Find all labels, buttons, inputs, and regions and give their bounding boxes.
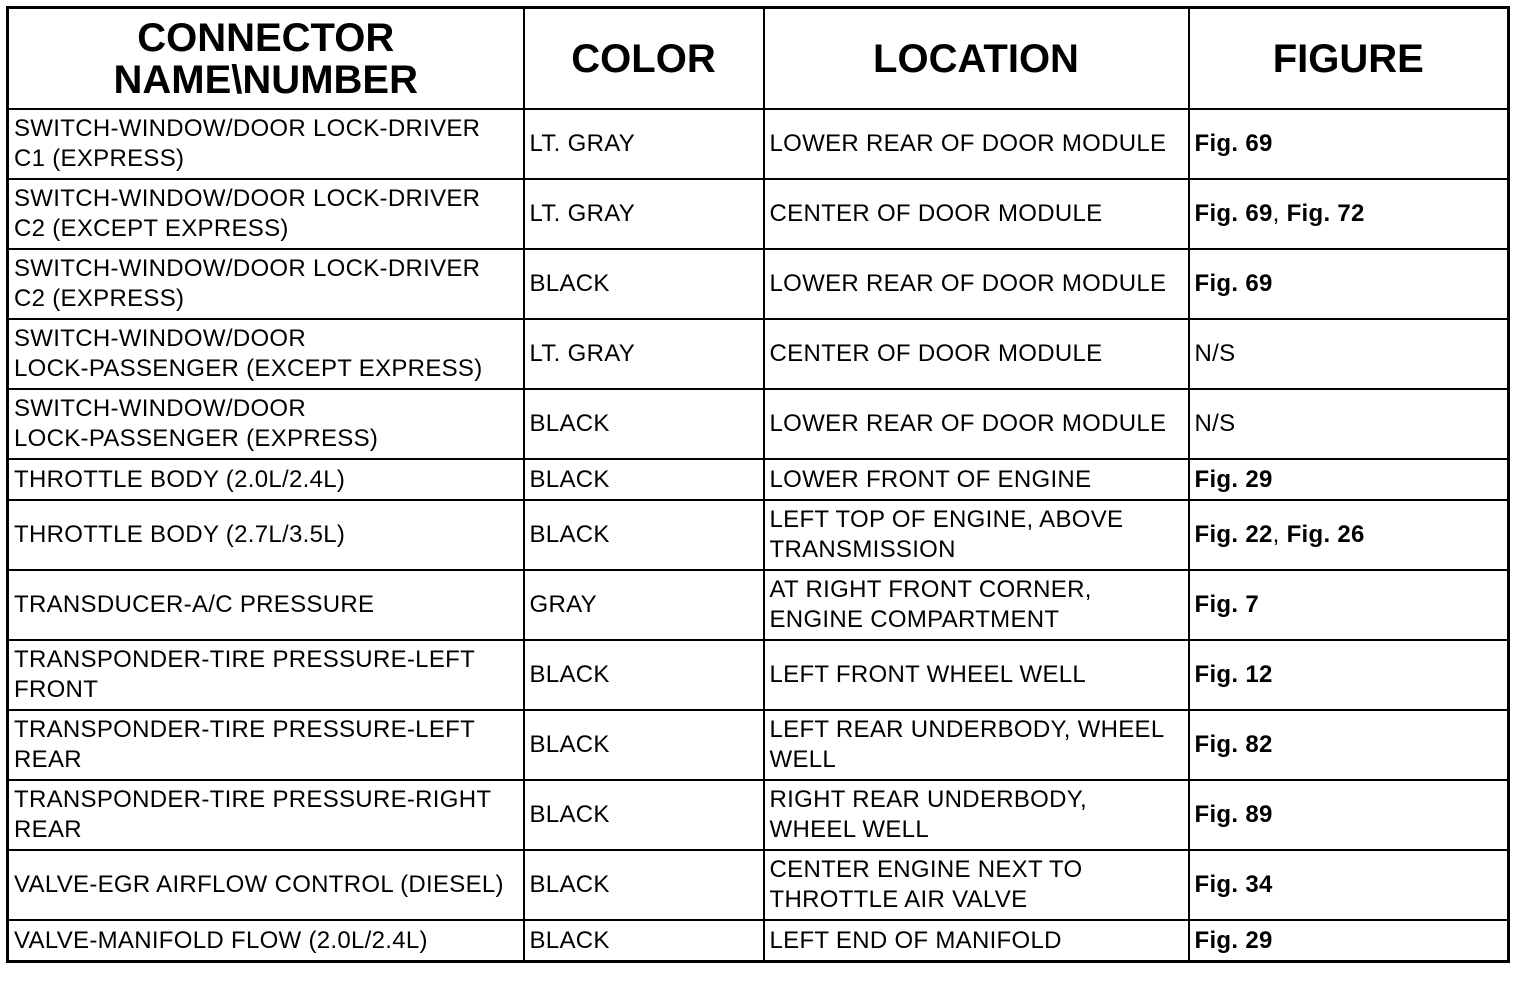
location-line1: LEFT TOP OF ENGINE, ABOVE [769,506,1124,533]
cell-connector-name [8,780,524,850]
cell-color: BLACK [524,389,764,459]
connector-name-line2: C2 (EXPRESS) [14,285,185,312]
cell-figure [1189,389,1509,459]
cell-connector-name [8,920,524,962]
table-row [8,109,1509,179]
connector-name-line1: THROTTLE BODY (2.0L/2.4L) [14,465,346,493]
header-location: LOCATION [764,8,1189,110]
cell-location [764,920,1189,962]
header-color: COLOR [524,8,764,110]
cell-location [764,459,1189,500]
figure-ref: Fig. 72 [1286,200,1365,227]
cell-figure [1189,249,1509,319]
figure-ref: Fig. 29 [1194,926,1273,954]
connector-name-line1: SWITCH-WINDOW/DOOR [14,395,307,422]
connector-name-line2: REAR [14,816,82,843]
cell-figure [1189,920,1509,962]
cell-figure [1189,109,1509,179]
connector-name-line1: SWITCH-WINDOW/DOOR LOCK-DRIVER [14,255,481,282]
figure-ref: Fig. 69 [1194,200,1273,227]
table-row [8,850,1509,920]
cell-connector-name [8,850,524,920]
cell-figure [1189,640,1509,710]
connector-name-line1: SWITCH-WINDOW/DOOR LOCK-DRIVER [14,115,481,142]
figure-ref: Fig. 12 [1194,661,1273,688]
figure-ref: Fig. 69 [1194,270,1273,297]
figure-ref: Fig. 26 [1286,521,1365,548]
location-line2: TRANSMISSION [769,536,956,563]
header-connector-line2: NAME\NUMBER [113,57,418,102]
table-row [8,459,1509,500]
cell-connector-name [8,319,524,389]
cell-location [764,850,1189,920]
connector-name-line2: REAR [14,746,82,773]
connector-name-line2: C2 (EXCEPT EXPRESS) [14,215,289,242]
figure-ref: N/S [1194,410,1236,437]
cell-connector-name [8,179,524,249]
cell-connector-name [8,109,524,179]
cell-location [764,500,1189,570]
cell-color: GRAY [524,570,764,640]
location-line1: CENTER OF DOOR MODULE [769,200,1103,227]
location-line2: WELL [769,746,837,773]
cell-connector-name [8,389,524,459]
table-row [8,640,1509,710]
cell-figure [1189,459,1509,500]
cell-location [764,640,1189,710]
cell-location [764,319,1189,389]
cell-color: BLACK [524,249,764,319]
location-line1: LOWER REAR OF DOOR MODULE [769,130,1167,157]
cell-figure [1189,319,1509,389]
location-line1: LEFT REAR UNDERBODY, WHEEL [769,716,1165,743]
cell-location [764,780,1189,850]
location-line1: LOWER FRONT OF ENGINE [769,465,1092,493]
location-line1: CENTER OF DOOR MODULE [769,340,1103,367]
cell-color: BLACK [524,780,764,850]
cell-figure [1189,850,1509,920]
location-line1: LOWER REAR OF DOOR MODULE [769,270,1167,297]
figure-ref: Fig. 34 [1194,871,1273,898]
cell-location [764,710,1189,780]
cell-figure [1189,500,1509,570]
cell-location [764,389,1189,459]
cell-connector-name [8,640,524,710]
figure-ref: Fig. 82 [1194,731,1273,758]
cell-location [764,249,1189,319]
location-line1: LEFT FRONT WHEEL WELL [769,661,1087,688]
connector-name-line1: TRANSDUCER-A/C PRESSURE [14,591,375,618]
cell-figure [1189,780,1509,850]
figure-separator: , [1272,200,1287,227]
table-row [8,389,1509,459]
table-row [8,319,1509,389]
table-row [8,179,1509,249]
cell-figure [1189,710,1509,780]
connector-name-line2: C1 (EXPRESS) [14,145,185,172]
cell-connector-name [8,570,524,640]
connector-name-line1: THROTTLE BODY (2.7L/3.5L) [14,521,346,548]
cell-connector-name [8,710,524,780]
location-line1: CENTER ENGINE NEXT TO [769,856,1083,883]
header-connector-name [8,8,524,110]
location-line2: ENGINE COMPARTMENT [769,606,1060,633]
table-row [8,500,1509,570]
figure-separator: , [1272,521,1287,548]
connector-name-line1: TRANSPONDER-TIRE PRESSURE-LEFT [14,646,476,673]
table-row [8,570,1509,640]
cell-color: BLACK [524,850,764,920]
figure-ref: Fig. 22 [1194,521,1273,548]
cell-connector-name [8,500,524,570]
connector-name-line2: FRONT [14,676,99,703]
table-row [8,780,1509,850]
cell-color: LT. GRAY [524,319,764,389]
connector-table [6,6,1510,963]
cell-location [764,570,1189,640]
cell-color: LT. GRAY [524,179,764,249]
figure-ref: Fig. 29 [1194,465,1273,493]
location-line2: THROTTLE AIR VALVE [769,886,1028,913]
cell-color: BLACK [524,920,764,962]
table-row [8,920,1509,962]
cell-color: BLACK [524,710,764,780]
cell-figure [1189,179,1509,249]
cell-connector-name [8,249,524,319]
connector-name-line1: SWITCH-WINDOW/DOOR [14,325,307,352]
location-line2: WHEEL WELL [769,816,929,843]
connector-name-line1: VALVE-EGR AIRFLOW CONTROL (DIESEL) [14,871,504,898]
connector-name-line1: SWITCH-WINDOW/DOOR LOCK-DRIVER [14,185,481,212]
connector-name-line2: LOCK-PASSENGER (EXPRESS) [14,425,379,452]
table-row [8,710,1509,780]
cell-color: LT. GRAY [524,109,764,179]
location-line1: LEFT END OF MANIFOLD [769,926,1062,954]
cell-color: BLACK [524,500,764,570]
cell-color: BLACK [524,459,764,500]
cell-location [764,179,1189,249]
cell-color: BLACK [524,640,764,710]
cell-connector-name [8,459,524,500]
figure-ref: Fig. 89 [1194,801,1273,828]
location-line1: LOWER REAR OF DOOR MODULE [769,410,1167,437]
header-connector-line1: CONNECTOR [137,15,395,60]
connector-name-line1: VALVE-MANIFOLD FLOW (2.0L/2.4L) [14,926,428,954]
location-line1: AT RIGHT FRONT CORNER, [769,576,1092,603]
figure-ref: N/S [1194,340,1236,367]
connector-name-line1: TRANSPONDER-TIRE PRESSURE-RIGHT [14,786,492,813]
figure-ref: Fig. 7 [1194,591,1259,618]
header-figure: FIGURE [1189,8,1509,110]
figure-ref: Fig. 69 [1194,130,1273,157]
cell-location [764,109,1189,179]
connector-name-line1: TRANSPONDER-TIRE PRESSURE-LEFT [14,716,476,743]
table-row [8,249,1509,319]
cell-figure [1189,570,1509,640]
connector-name-line2: LOCK-PASSENGER (EXCEPT EXPRESS) [14,355,483,382]
header-row [8,8,1509,110]
location-line1: RIGHT REAR UNDERBODY, [769,786,1087,813]
